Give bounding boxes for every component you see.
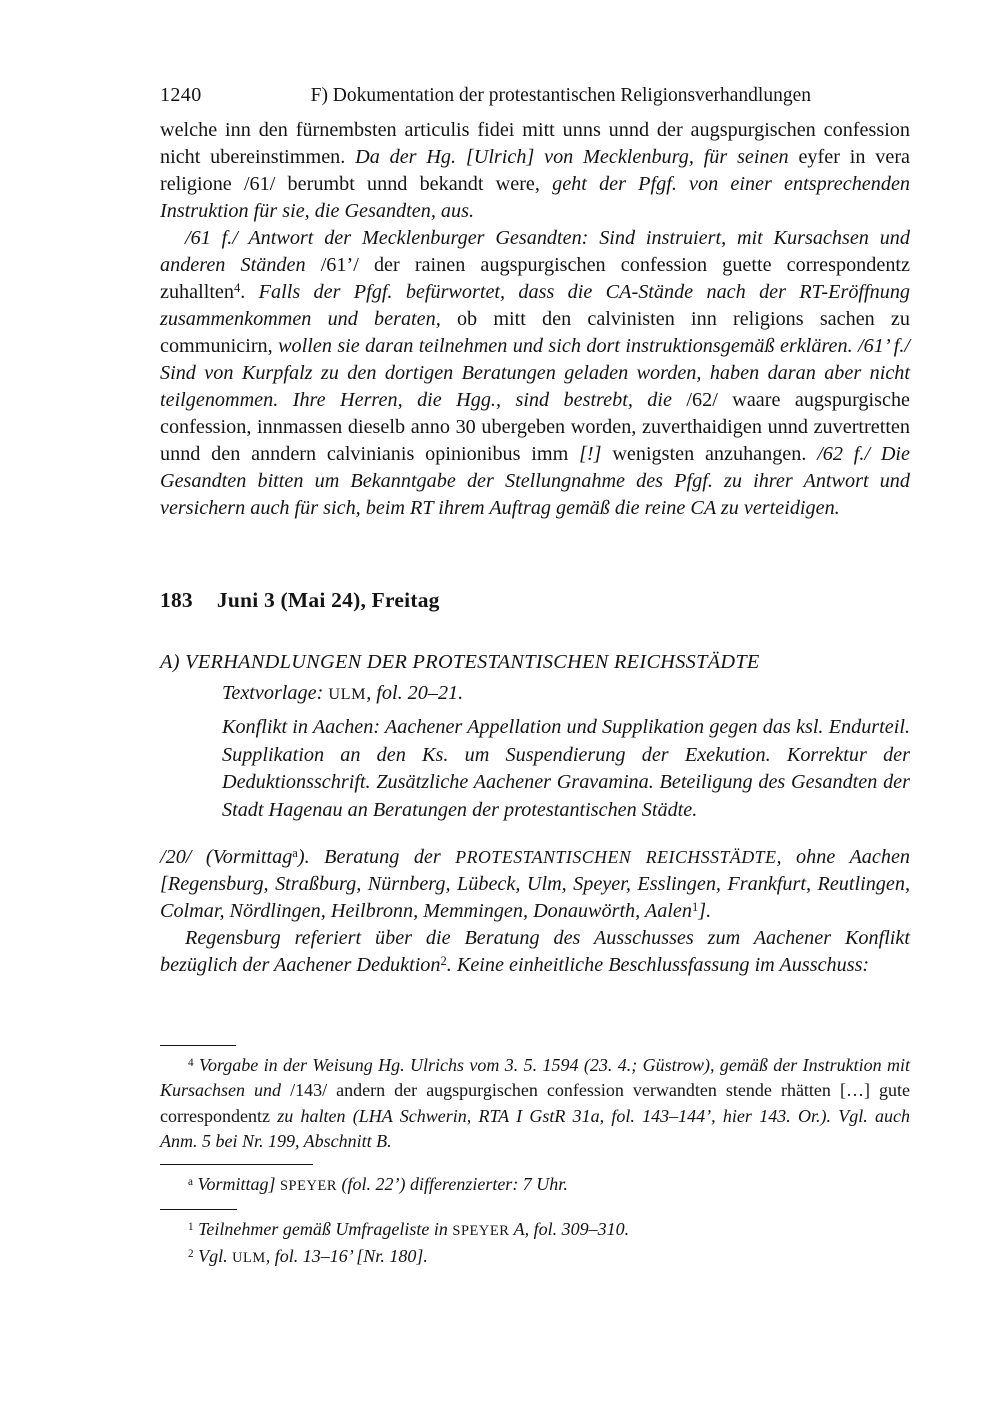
running-header (160, 84, 910, 107)
body-paragraph: welche inn den fürnembsten articulis fidei mitt unns unnd der augspurgischen confession nicht ubereinstimmen. Da der Hg. [Ulrich] von Mecklenburg, für seinen eyfer in vera religione /61/ berumbt unnd bekandt were, geht der Pfgf. von einer entsprechenden Instruktion für sie, die Gesandten, aus. (160, 119, 911, 222)
entry-paragraph: Regensburg referiert über die Beratung des Ausschusses zum Aachener Konflikt bezüglich der Aachener Deduktion$^2$. Keine einheitliche Beschlussfassung im Ausschuss: (160, 927, 910, 976)
footnote-a: $^a$ Vormittag] SPEYER (fol. 22’) differenzierter: 7 Uhr. (188, 1173, 568, 1194)
entry-body-block (160, 844, 910, 979)
footnote-2: $^2$ Vgl. ULM, fol. 13–16’ [Nr. 180]. (188, 1246, 428, 1267)
regest-block: Konflikt in Aachen: Aachener Appellation und Supplikation gegen das ksl. Endurteil. Supplikation an den Ks. um Suspendierung der Exekution. Korrektur der Deduktionsschrift. Zusätzliche Aachener Gravamina. Beteiligung des Gesandten der Stadt Hagenau an Beratungen der protestantischen Städte. (222, 716, 910, 821)
body-text-block (160, 117, 910, 522)
variant-apparatus-separator-rule (160, 1164, 313, 1165)
entry-number: 183 (160, 588, 193, 612)
running-head-title: F) Dokumentation der protestantischen Religionsverhandlungen (310, 85, 811, 106)
subsection-heading: A) VERHANDLUNGEN DER PROTESTANTISCHEN REICHSSTÄDTE (160, 651, 760, 673)
entry-heading (160, 588, 910, 613)
footnote-separator-rule (160, 1209, 237, 1210)
footnote-area (160, 1040, 910, 1272)
body-paragraph: /61 f./ Antwort der Mecklenburger Gesandten: Sind instruiert, mit Kursachsen und anderen Ständen /61’/ der rainen augspurgischen confession guette correspondentz zuhallten$^4$. Falls der Pfgf. befürwortet, dass die CA-Stände nach der RT-Eröffnung zusammenkommen und beraten, ob mitt den calvinisten inn religions sachen zu communicirn, wollen sie daran teilnehmen und sich dort instruktionsgemäß erklären. /61’ f./ Sind von Kurpfalz zu den dortigen Beratungen geladen worden, haben daran aber nicht teilgenommen. Ihre Herren, die Hgg., sind bestrebt, die /62/ waare augspurgische confession, innmassen dieselb anno 30 ubergeben worden, zuverthaidigen unnd zuvertretten unnd den anndern calvinianis opinionibus imm [!] wenigsten anzuhangen. /62 f./ Die Gesandten bitten um Bekanntgabe der Stellungnahme des Pfgf. zu ihrer Antwort und versichern auch für sich, beim RT ihrem Auftrag gemäß die reine CA zu verteidigen. (160, 227, 911, 519)
entry-date-title: Juni 3 (Mai 24), Freitag (216, 588, 440, 612)
footnote-1: $^1$ Teilnehmer gemäß Umfrageliste in SPEYER A, fol. 309–310. (188, 1219, 630, 1240)
page-number: 1240 (160, 84, 202, 106)
footnote-4: $^4$ Vorgabe in der Weisung Hg. Ulrichs vom 3. 5. 1594 (23. 4.; Güstrow), gemäß der Instruktion mit Kursachsen und /143/ andern der augspurgischen confession verwandten stende rhätten […] gute correspondentz zu halten (LHA Schwerin, RTA I GstR 31a, fol. 143–144’, hier 143. Or.). Vgl. auch Anm. 5 bei Nr. 199, Abschnitt B. (160, 1055, 910, 1152)
footnote-separator-rule (160, 1045, 236, 1046)
textvorlage-line: Textvorlage: ULM, fol. 20–21. (222, 682, 464, 704)
entry-paragraph: /20/ (Vormittag$^a$). Beratung der PROTESTANTISCHEN REICHSSTÄDTE, ohne Aachen [Regensburg, Straßburg, Nürnberg, Lübeck, Ulm, Speyer, Esslingen, Frankfurt, Reutlingen, Colmar, Nördlingen, Heilbronn, Memmingen, Donauwörth, Aalen$^1$]. (160, 846, 910, 922)
